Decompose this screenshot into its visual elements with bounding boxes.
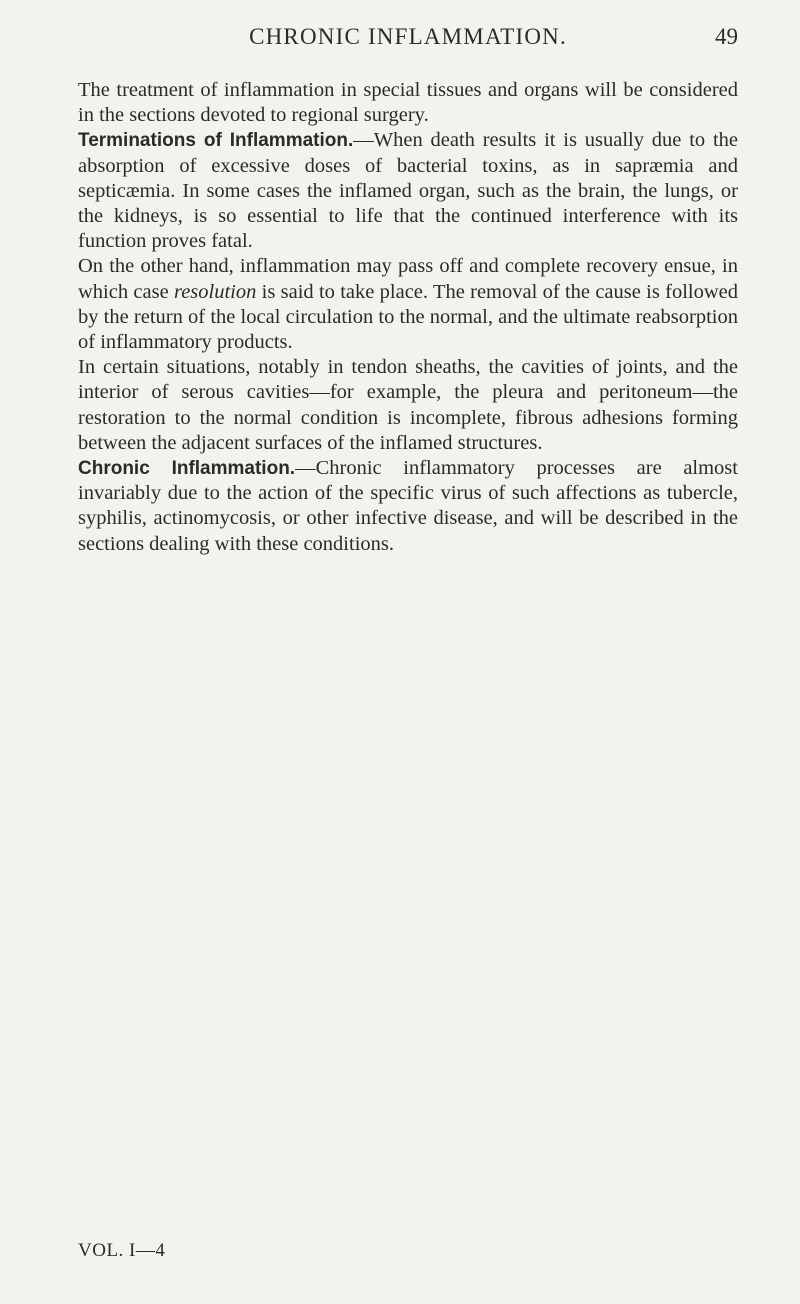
running-title: CHRONIC INFLAMMATION. — [249, 24, 567, 49]
running-head — [78, 20, 738, 54]
paragraph-text: —When death results it is usually due to the absorption of excessive doses of bacterial toxins, as in sapræmia and septicæmia. In some cases the inflamed organ, such as the brain, the lungs, or the kidneys, is so essential to life that the continued interference with its function proves fatal. — [78, 129, 738, 253]
paragraph-text: The treatment of inflammation in special tissues and organs will be considered in the sections devoted to regional surgery. — [78, 79, 738, 127]
section-heading-terminations: Terminations of Inflammation. — [78, 130, 354, 152]
paragraph-text: In certain situations, notably in tendon sheaths, the cavities of joints, and the interior of serous cavities—for example, the pleura and peritoneum—the restoration to the normal condition is incomplete, fibrous adhesions forming between the adjacent surfaces of the inflamed structures. — [78, 356, 738, 454]
paragraph-text: —Chronic inflammatory processes are almost invariably due to the action of the specific virus of such affections as tubercle, syphilis, actinomycosis, or other infective disease, and will be described in the sections dealing with these conditions. — [78, 457, 738, 555]
paragraph-resolution — [78, 254, 738, 355]
page-number: 49 — [715, 24, 738, 49]
paragraph-treatment — [78, 78, 738, 128]
paragraph-chronic — [78, 456, 738, 557]
body-text — [78, 78, 738, 557]
signature-mark: VOL. I—4 — [78, 1240, 166, 1261]
paragraph-text: On the other hand, inflammation may pass off and complete recovery ensue, in which case — [78, 255, 738, 303]
section-heading-chronic: Chronic Inflammation. — [78, 458, 296, 480]
paragraph-text: is said to take place. The removal of the cause is followed by the return of the local circulation to the normal, and the ultimate reabsorption of inflammatory products. — [78, 280, 738, 354]
paragraph-adhesions — [78, 355, 738, 456]
italic-term-resolution: resolution — [173, 280, 257, 303]
paragraph-terminations — [78, 128, 738, 254]
